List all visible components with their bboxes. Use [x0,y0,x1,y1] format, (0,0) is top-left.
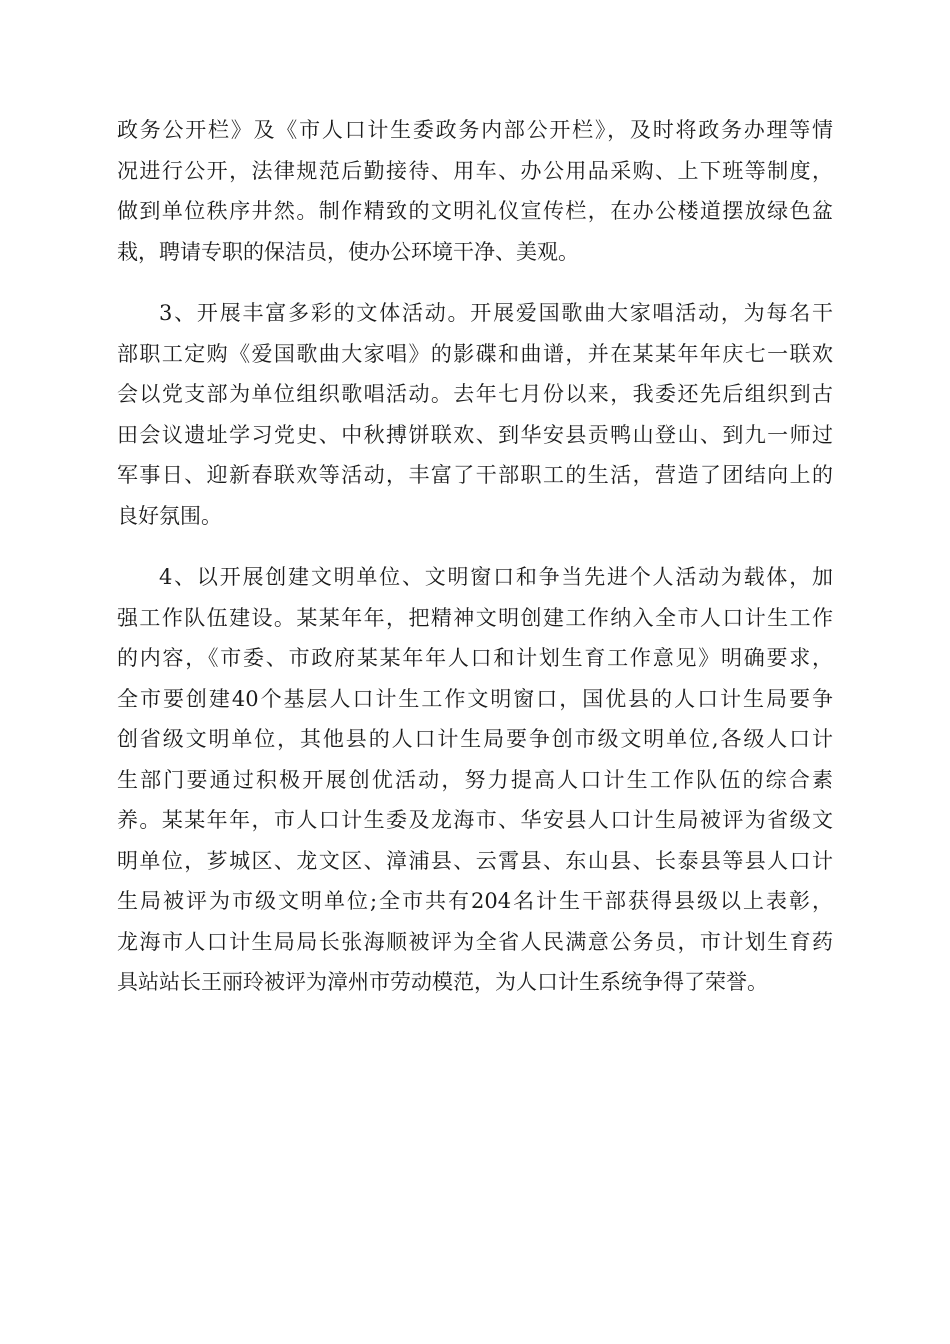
text-line: 强工作队伍建设。某某年年，把精神文明创建工作纳入全市人口计生工作 [117,605,833,630]
text-line: 栽，聘请专职的保洁员，使办公环境干净、美观。 [117,239,579,264]
text-line: 的内容，《市委、市政府某某年年人口和计划生育工作意见》明确要求， [117,646,833,670]
text-line: 全市要创建40个基层人口计生工作文明窗口，国优县的人口计生局要争 [117,686,833,711]
text-line: 4、以开展创建文明单位、文明窗口和争当先进个人活动为载体，加 [159,565,833,589]
text-line: 会以党支部为单位组织歌唱活动。去年七月份以来，我委还先后组织到古 [117,382,833,406]
paragraph-gap [117,536,833,557]
paragraph-item-3 [117,293,833,536]
paragraph-item-4 [117,557,833,1003]
text-line: 生部门要通过积极开展创优活动，努力提高人口计生工作队伍的综合素 [117,767,833,792]
text-line: 养。某某年年，市人口计生委及龙海市、华安县人口计生局被评为省级文 [117,808,833,832]
text-line: 田会议遗址学习党史、中秋搏饼联欢、到华安县贡鸭山登山、到九一师过 [117,422,833,447]
text-line: 况进行公开，法律规范后勤接待、用车、办公用品采购、上下班等制度， [117,158,833,183]
paragraph-continuation [117,110,833,272]
text-line: 具站站长王丽玲被评为漳州市劳动模范，为人口计生系统争得了荣誉。 [117,970,768,994]
text-line: 创省级文明单位，其他县的人口计生局要争创市级文明单位,各级人口计 [117,727,833,751]
text-line: 明单位，芗城区、龙文区、漳浦县、云霄县、东山县、长泰县等县人口计 [117,848,833,873]
text-line: 3、开展丰富多彩的文体活动。开展爱国歌曲大家唱活动，为每名干 [159,301,833,325]
text-line: 生局被评为市级文明单位;全市共有204名计生干部获得县级以上表彰， [117,889,833,913]
text-line: 部职工定购《爱国歌曲大家唱》的影碟和曲谱，并在某某年年庆七一联欢 [117,341,833,366]
paragraph-gap [117,272,833,293]
document-body [117,110,833,1003]
text-line: 良好氛围。 [117,503,222,528]
text-line: 龙海市人口计生局局长张海顺被评为全省人民满意公务员，市计划生育药 [117,929,833,954]
text-line: 做到单位秩序井然。制作精致的文明礼仪宣传栏，在办公楼道摆放绿色盆 [117,199,833,223]
text-line: 政务公开栏》及《市人口计生委政务内部公开栏》，及时将政务办理等情 [117,118,833,142]
text-line: 军事日、迎新春联欢等活动，丰富了干部职工的生活，营造了团结向上的 [117,463,833,487]
